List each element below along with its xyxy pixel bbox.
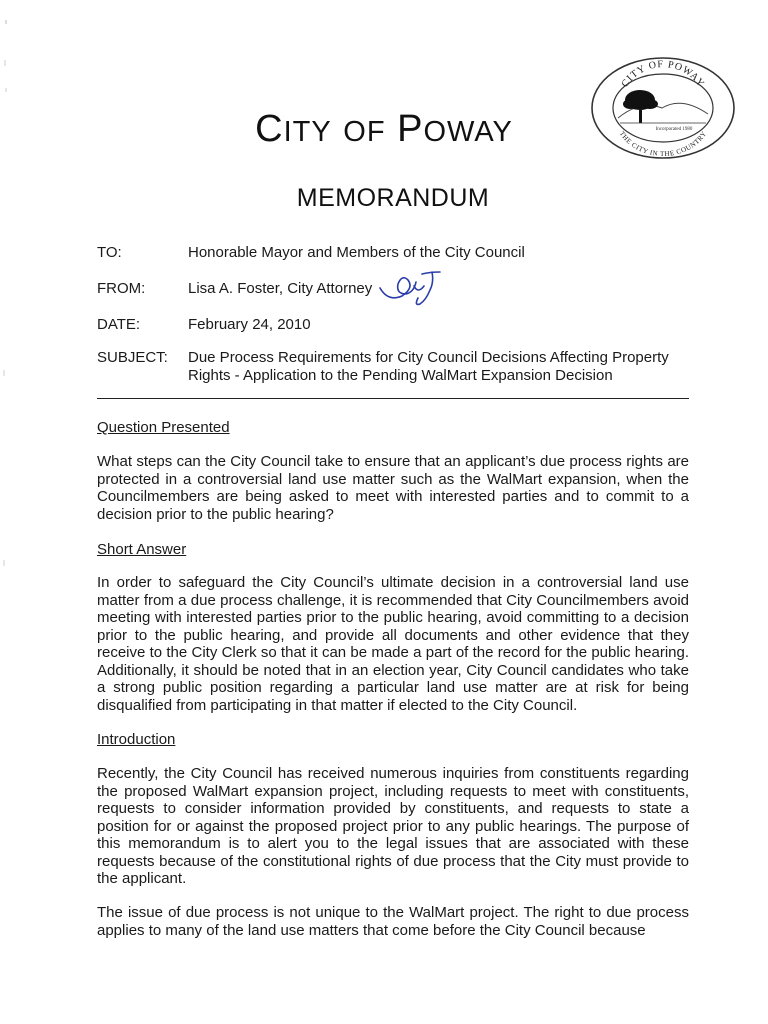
city-title-rest: ITY — [283, 116, 332, 148]
short-answer-heading: Short Answer — [97, 541, 187, 558]
short-answer-text: In order to safeguard the City Council’s ultimate decision in a controversial land use matter from a due process challenge, it is recommended that City Councilmembers avoid meeting with interested parties prior to the public hearing, avoid committing to a decision prior to the public hearing, and provide all documents and other evidence that they receive to the City Clerk so that it can be made a part of the record for the public hearing. Additionally, it should be noted that in an election year, City Council candidates who take a strong public position regarding a particular land use matter are at risk for being disqualified from participating in that matter if elected to the City Council. — [97, 574, 689, 714]
city-title-of: OF — [343, 116, 386, 148]
from-value: Lisa A. Foster, City Attorney — [188, 280, 373, 297]
from-label: FROM: — [97, 280, 146, 297]
scan-edge-marks — [0, 0, 12, 1024]
question-presented-text: What steps can the City Council take to ensure that an applicant’s due process rights are protected in a controversial land use matter such as the WalMart expansion, when the Councilmembers are being asked to meet with interested parties and to commit to a decision prior to the public hearing? — [97, 453, 689, 523]
subject-line-2: Rights - Application to the Pending WalMart Expansion Decision — [188, 367, 613, 384]
seal-incorporated-text: Incorporated 1980 — [655, 127, 693, 132]
city-title — [0, 108, 768, 151]
memorandum-title: MEMORANDUM — [296, 184, 490, 212]
introduction-text: Recently, the City Council has received numerous inquiries from constituents regarding the proposed WalMart expansion project, including requests to meet with constituents, requests to consider information provided by constituents, and requests to state a position for or against the proposed project prior to any public hearings. The purpose of this memorandum is to alert you to the legal issues that are associated with these requests because of the constitutional rights of due process that the City must provide to the applicant. — [97, 765, 689, 887]
city-title-p: P — [397, 108, 424, 150]
to-label: TO: — [97, 244, 122, 261]
subject-line-1: Due Process Requirements for City Council Decisions Affecting Property — [188, 349, 669, 366]
introduction-heading: Introduction — [97, 731, 176, 748]
date-label: DATE: — [97, 316, 141, 333]
question-presented-heading: Question Presented — [97, 419, 230, 436]
seal-top-text: CITY OF POWAY — [619, 58, 707, 90]
city-title-oway: OWAY — [423, 116, 513, 148]
seal-bottom-text: THE CITY IN THE COUNTRY — [617, 129, 709, 159]
to-value: Honorable Mayor and Members of the City Council — [188, 244, 525, 261]
date-value: February 24, 2010 — [188, 316, 311, 333]
header-divider — [97, 398, 689, 399]
issue-paragraph-text: The issue of due process is not unique to the WalMart project. The right to due process applies to many of the land use matters that come before the City Council because — [97, 904, 689, 939]
handwritten-initials-signature — [378, 268, 454, 312]
city-title-initial: C — [255, 108, 284, 150]
subject-label: SUBJECT: — [97, 349, 168, 366]
